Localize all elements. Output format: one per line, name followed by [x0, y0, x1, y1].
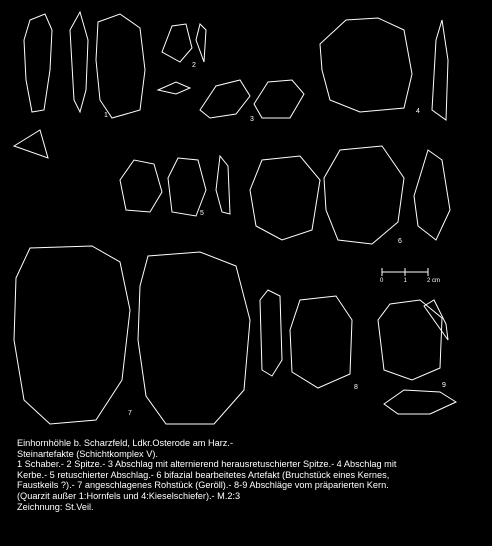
caption-line: (Quarzit außer 1:Hornfels und 4:Kieselschiefer).- M.2:3	[17, 490, 241, 501]
artifact-number-5: 5	[200, 210, 204, 217]
artifact-2-view-b	[196, 24, 206, 62]
artifact-2-view-a	[162, 24, 192, 62]
artifact-6-view-b	[324, 146, 404, 244]
artifact-2-view-c	[158, 82, 190, 94]
figure-caption	[17, 438, 487, 512]
artifact-number-7: 7	[128, 410, 132, 417]
artifact-6-view-c	[414, 150, 450, 240]
artifact-5-view-a	[120, 160, 162, 212]
artifact-number-4: 4	[416, 108, 420, 115]
artifact-7-view-a	[14, 246, 130, 424]
artifact-5-view-b	[168, 158, 206, 216]
artifact-number-9: 9	[442, 382, 446, 389]
caption-line: Faustkeils ?).- 7 angeschlagenes Rohstück (Geröll).- 8-9 Abschläge vom präparierten Kern.	[17, 480, 389, 491]
caption-line: 1 Schaber.- 2 Spitze.- 3 Abschlag mit alternierend herausretuschierter Spitze.- 4 Abschlag mit	[17, 459, 397, 470]
artifact-9-view-c	[384, 390, 456, 414]
artifact-1-view-b	[70, 12, 88, 112]
artifact-number-1: 1	[104, 112, 108, 119]
artifact-4-view-a	[320, 18, 412, 112]
scale-label-0: 0	[380, 278, 384, 284]
artifact-4-view-b	[432, 20, 448, 120]
artifact-number-2: 2	[192, 62, 196, 69]
artifact-number-6: 6	[398, 238, 402, 245]
artifact-6-view-a	[250, 156, 320, 240]
artifact-8-view-b	[290, 296, 352, 388]
artifact-8-view-a	[260, 290, 282, 376]
artifact-3-view-b	[254, 80, 304, 118]
artifact-number-3: 3	[250, 116, 254, 123]
caption-line: Kerbe.- 5 retuschierter Abschlag.- 6 bifazial bearbeitetes Artefakt (Bruchstück eines Kernes,	[17, 469, 390, 480]
artifact-fragment	[14, 130, 48, 158]
caption-line: Zeichnung: St.Veil.	[17, 501, 94, 512]
artifact-number-8: 8	[354, 384, 358, 391]
artifact-3-view-a	[200, 80, 250, 118]
artifact-5-view-c	[216, 156, 230, 214]
artifact-9-view-a	[378, 300, 442, 380]
scale-label-1: 1	[403, 278, 407, 284]
artifact-7-view-b	[138, 252, 250, 424]
artifact-1-view-a	[24, 14, 52, 112]
caption-line: Steinartefakte (Schichtkomplex V).	[17, 448, 158, 459]
artifact-1-view-c	[96, 14, 145, 118]
caption-line: Einhornhöhle b. Scharzfeld, Ldkr.Osterode am Harz.-	[17, 438, 234, 448]
scale-bar-labels	[380, 278, 440, 284]
scale-label-2cm: 2 cm	[426, 278, 440, 284]
